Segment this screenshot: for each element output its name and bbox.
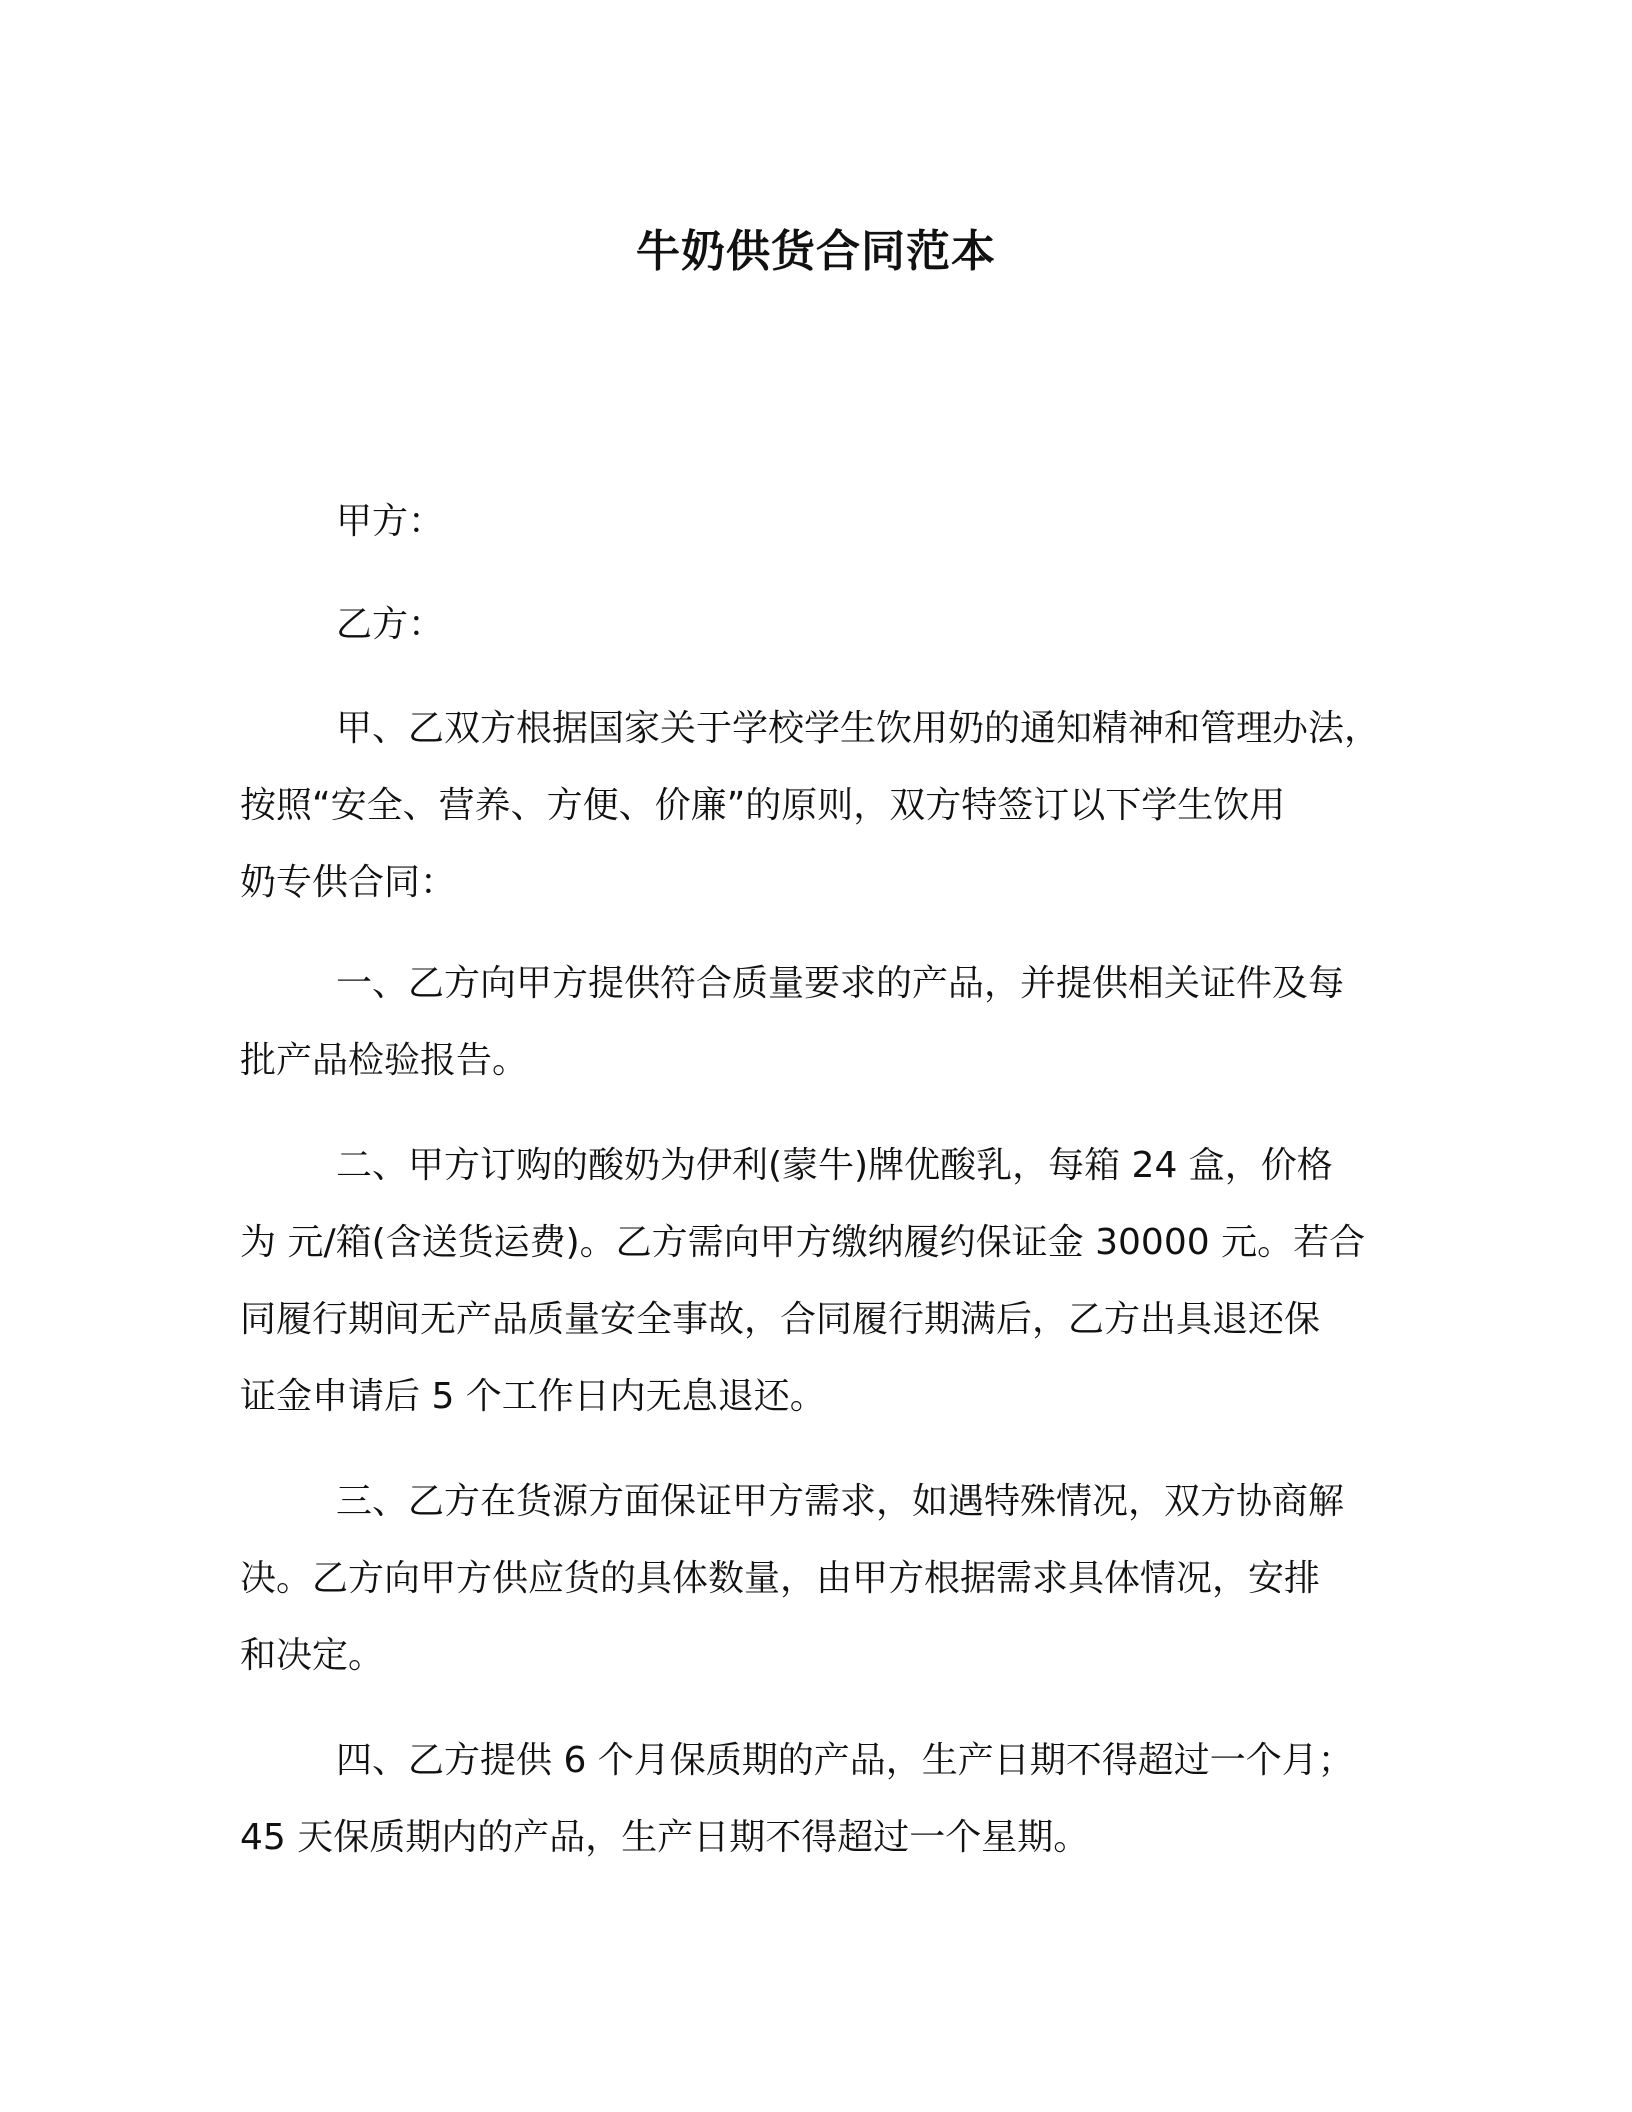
- clause-1-line-1: 一、乙方向甲方提供符合质量要求的产品，并提供相关证件及每: [336, 963, 1345, 1004]
- party-b-label: 乙方：: [336, 604, 445, 645]
- clause-2-line-1: 二、甲方订购的酸奶为伊利(蒙牛)牌优酸乳，每箱 24 盒，价格: [336, 1145, 1333, 1186]
- clause-2-line-3: 同履行期间无产品质量安全事故，合同履行期满后，乙方出具退还保: [240, 1299, 1321, 1340]
- clause-4-line-2: 45 天保质期内的产品，生产日期不得超过一个星期。: [240, 1817, 1090, 1858]
- clause-3-line-1: 三、乙方在货源方面保证甲方需求，如遇特殊情况，双方协商解: [336, 1481, 1345, 1522]
- intro-line-3: 奶专供合同：: [240, 862, 457, 903]
- clause-2-line-4: 证金申请后 5 个工作日内无息退还。: [240, 1376, 826, 1417]
- intro-line-2: 按照“安全、营养、方便、价廉”的原则，双方特签订以下学生饮用: [240, 785, 1286, 826]
- clause-4-line-1: 四、乙方提供 6 个月保质期的产品，生产日期不得超过一个月；: [336, 1740, 1354, 1781]
- clause-1-line-2: 批产品检验报告。: [240, 1040, 529, 1081]
- clause-3-line-2: 决。乙方向甲方供应货的具体数量，由甲方根据需求具体情况，安排: [240, 1558, 1321, 1599]
- document-title: 牛奶供货合同范本: [636, 226, 996, 277]
- intro-line-1: 甲、乙双方根据国家关于学校学生饮用奶的通知精神和管理办法，: [336, 708, 1381, 749]
- party-a-label: 甲方：: [336, 501, 445, 542]
- clause-2-line-2: 为 元/箱(含送货运费)。乙方需向甲方缴纳履约保证金 30000 元。若合: [240, 1222, 1366, 1263]
- clause-3-line-3: 和决定。: [240, 1635, 385, 1676]
